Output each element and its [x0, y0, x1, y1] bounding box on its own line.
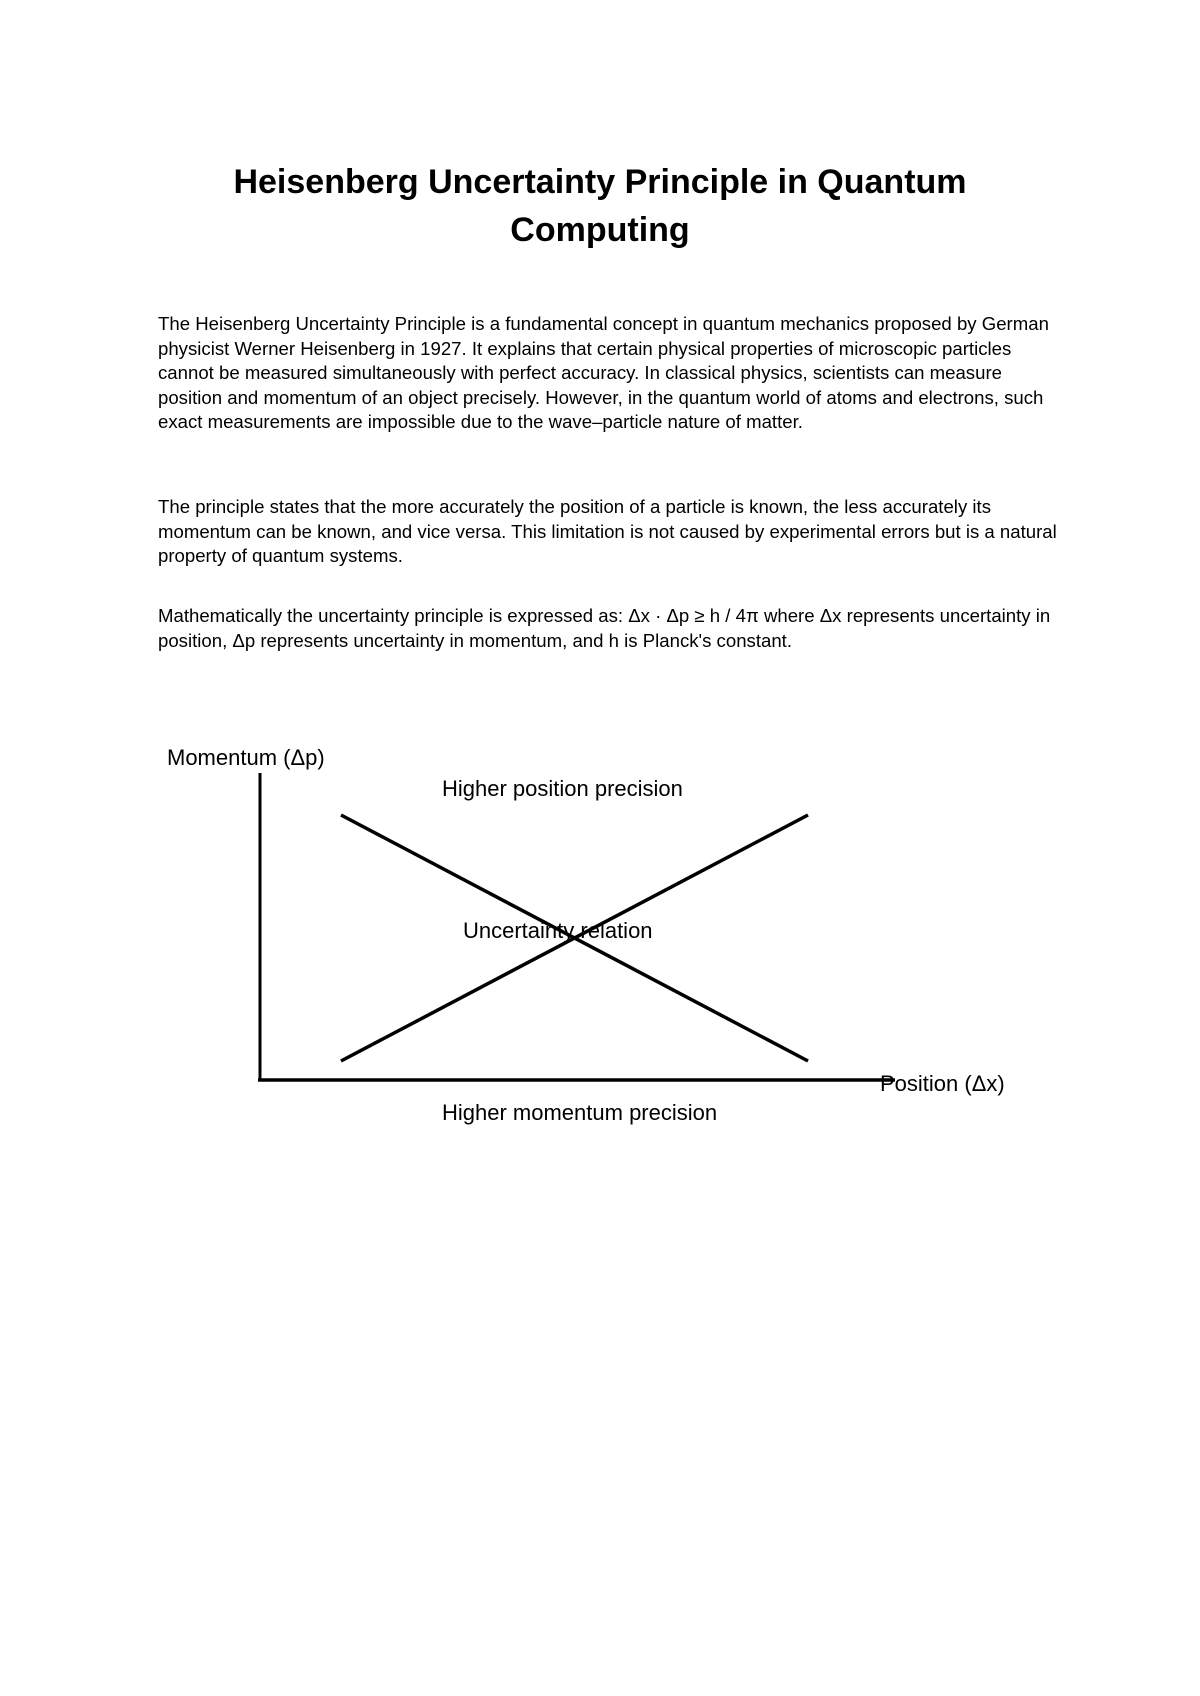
top-label: Higher position precision — [442, 776, 683, 801]
y-axis-label: Momentum (Δp) — [167, 745, 325, 770]
paragraph-introduction: The Heisenberg Uncertainty Principle is a fundamental concept in quantum mechanics proposed by German physicist Werner Heisenberg in 1927. It explains that certain physical properties of microscopic particles cannot be measured simultaneously with perfect accuracy. In classical physics, scientists can measure position and momentum of an object precisely. However, in the quantum world of atoms and electrons, such exact measurements are impossible due to the wave–particle nature of matter. — [158, 313, 1049, 432]
x-axis-label: Position (Δx) — [880, 1071, 1005, 1096]
paragraph-principle: The principle states that the more accurately the position of a particle is known, the less accurately its momentum can be known, and vice versa. This limitation is not caused by experimental errors but is a natural property of quantum systems. — [158, 496, 1057, 566]
paragraph-formula: Mathematically the uncertainty principle is expressed as: Δx · Δp ≥ h / 4π where Δx represents uncertainty in position, Δp represents uncertainty in momentum, and h is Planck's constant. — [158, 605, 1051, 651]
bottom-label: Higher momentum precision — [442, 1100, 718, 1125]
center-label: Uncertainty relation — [463, 918, 653, 943]
document-title: Heisenberg Uncertainty Principle in Quantum Computing — [233, 163, 967, 249]
